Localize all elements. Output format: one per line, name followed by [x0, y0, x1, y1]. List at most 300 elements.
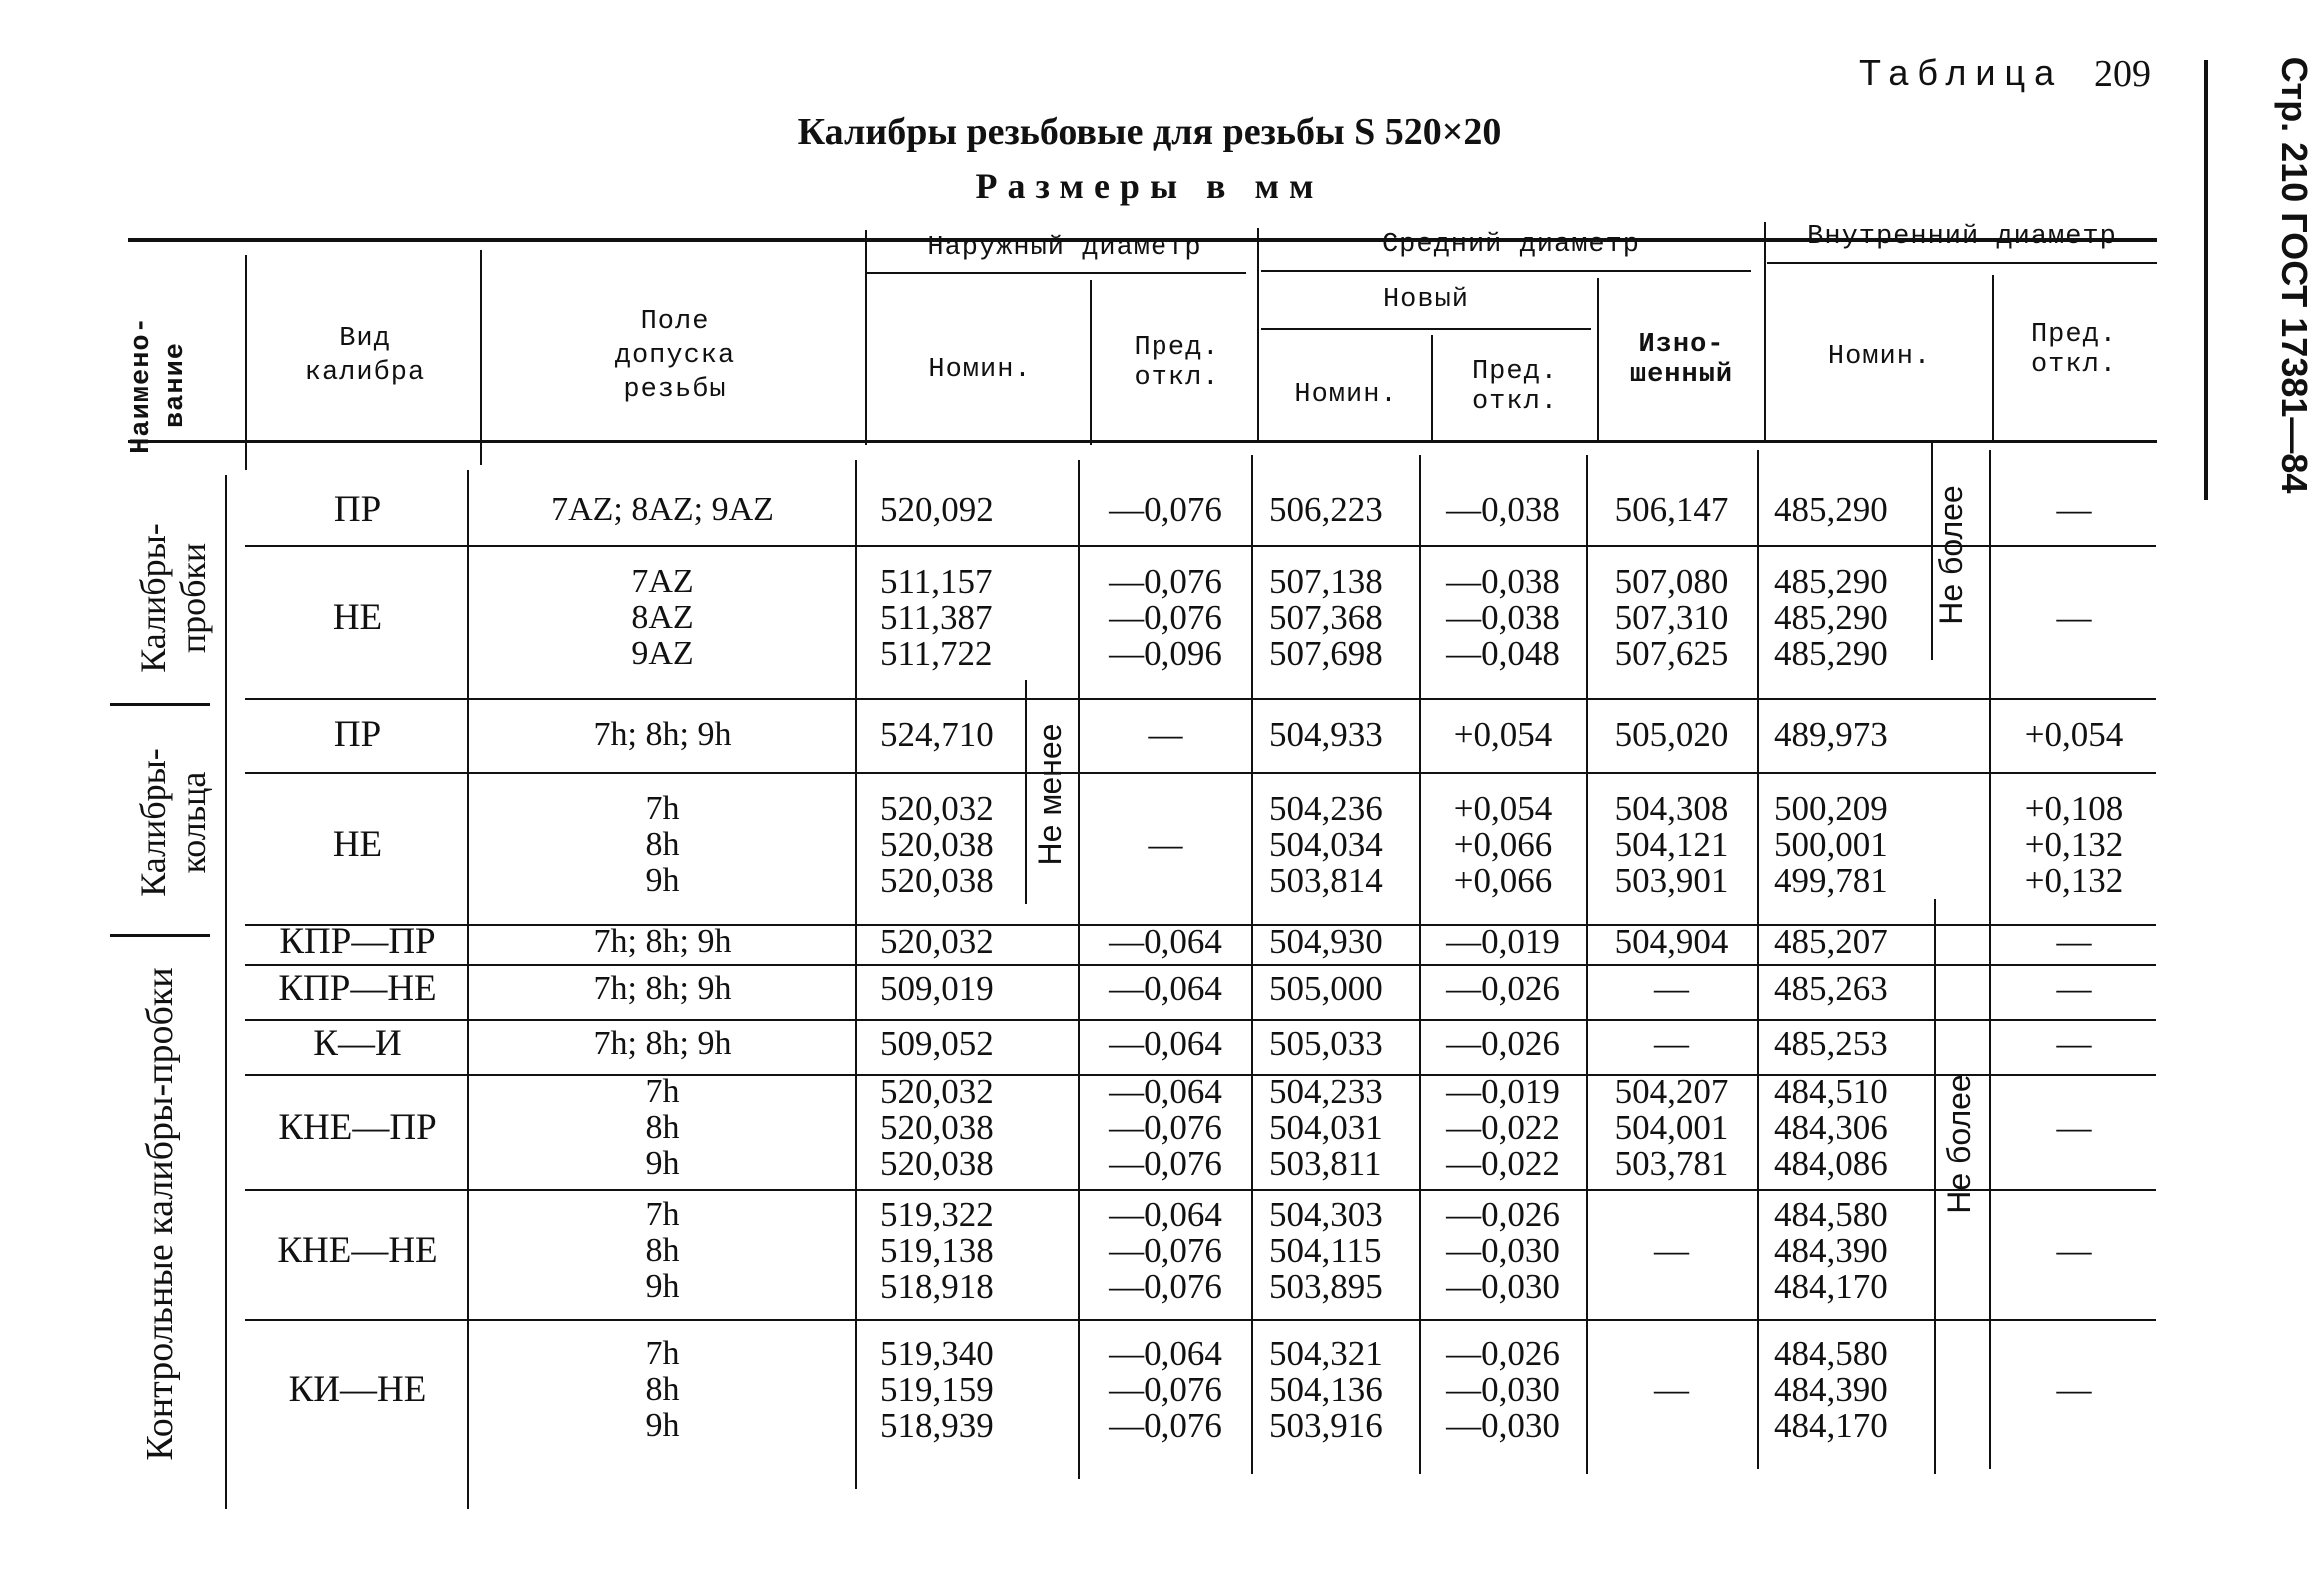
row-sep-8	[245, 1189, 2156, 1191]
row-sep-5	[245, 964, 2156, 966]
header-middle-dev-l1: Пред.	[1471, 357, 1558, 387]
cell-line: —	[1654, 1231, 1689, 1270]
header-tolerance-l3: резьбы	[623, 375, 727, 405]
cell-line: 8AZ	[631, 599, 694, 636]
cell-line: —0,019	[1446, 922, 1560, 961]
row-1-kind	[250, 489, 465, 530]
table-subtitle: Размеры в мм	[975, 166, 1324, 206]
cell-line: —	[2056, 1231, 2092, 1270]
cell-line: +0,132	[2024, 825, 2124, 864]
cell-line: 8h	[645, 1109, 680, 1146]
group-plugs-l1: Калибры-	[133, 523, 173, 673]
cell-line: 511,722	[880, 634, 993, 673]
bv-tol	[855, 460, 857, 1489]
group-rings	[133, 718, 223, 927]
cell-line: 485,290	[1774, 490, 1888, 529]
cell-line: —0,064	[1109, 922, 1222, 961]
cell-line: 504,308	[1614, 790, 1729, 828]
row-4-mid-dev	[1423, 792, 1583, 899]
row-sep-6	[245, 1019, 2156, 1021]
cell-line: —0,096	[1109, 634, 1222, 673]
row-7-inner	[1774, 1026, 1929, 1062]
hv-3	[865, 230, 867, 445]
row-3-tol	[470, 717, 855, 753]
cell-line: 504,303	[1269, 1195, 1383, 1234]
cell-line: 519,340	[880, 1334, 994, 1373]
cell-line: 519,322	[880, 1195, 994, 1234]
row-4-outer-dev	[1082, 827, 1249, 863]
cell-line: —0,019	[1446, 1072, 1560, 1111]
cell-line: 504,034	[1269, 825, 1383, 864]
row-1-inner-dev	[1994, 492, 2154, 528]
header-name: Наимено- вание	[127, 316, 191, 454]
cell-line: НЕ	[332, 597, 383, 638]
cell-line: 520,038	[880, 1144, 994, 1183]
cell-line: 507,138	[1269, 562, 1383, 601]
cell-line: 520,038	[880, 1108, 994, 1147]
rule-inner-sub	[1767, 262, 2157, 264]
table-label: Таблица	[1859, 52, 2064, 93]
row-2-tol	[470, 564, 855, 672]
cell-line: 507,698	[1269, 634, 1383, 673]
cell-line: 503,916	[1269, 1406, 1383, 1445]
cell-line: 518,918	[880, 1267, 994, 1306]
table-number: 209	[2094, 53, 2151, 95]
row-5-inner	[1774, 924, 1929, 960]
cell-line: +0,132	[2024, 861, 2124, 900]
header-gauge-type-l1: Вид	[339, 324, 391, 354]
row-9-tol	[470, 1197, 855, 1305]
group-rings-l2: кольца	[173, 771, 213, 874]
cell-line: 511,387	[880, 598, 993, 637]
rule-new-sub	[1261, 328, 1591, 330]
row-5-outer-dev	[1082, 924, 1249, 960]
row-6-worn	[1589, 971, 1754, 1007]
cell-line: 485,263	[1774, 969, 1888, 1008]
row-6-inner-dev	[1994, 971, 2154, 1007]
row-8-kind	[250, 1107, 465, 1148]
cell-line: 504,207	[1614, 1072, 1729, 1111]
header-outer: Наружный диаметр	[927, 233, 1202, 263]
cell-line: —	[2056, 922, 2092, 961]
cell-line: 503,781	[1614, 1144, 1729, 1183]
cell-line: —0,038	[1446, 490, 1560, 529]
cell-line: +0,066	[1453, 825, 1553, 864]
row-3-kind	[250, 714, 465, 755]
cell-line: 9h	[645, 862, 680, 899]
cell-line: —0,076	[1109, 1144, 1222, 1183]
cell-line: —0,076	[1109, 598, 1222, 637]
cell-line: 511,157	[880, 562, 993, 601]
row-10-inner-dev	[1994, 1372, 2154, 1408]
cell-line: 505,033	[1269, 1024, 1383, 1063]
cell-line: +0,054	[2024, 715, 2124, 754]
cell-line: 504,136	[1269, 1370, 1383, 1409]
header-outer-nom: Номин.	[928, 355, 1032, 385]
header-inner-dev	[1994, 320, 2154, 380]
cell-line: КНЕ—НЕ	[277, 1230, 438, 1271]
cell-line: 485,290	[1774, 562, 1888, 601]
row-3-outer-dev	[1082, 717, 1249, 753]
row-10-mid-dev	[1423, 1336, 1583, 1444]
row-9-inner-dev	[1994, 1233, 2154, 1269]
cell-line: 504,904	[1614, 922, 1729, 961]
cell-line: 7h; 8h; 9h	[593, 970, 732, 1007]
group-sep-1	[110, 703, 210, 706]
rule-middle-sub	[1261, 270, 1751, 272]
cell-line: 504,933	[1269, 715, 1383, 754]
cell-line: —	[1654, 1370, 1689, 1409]
row-2-mid-dev	[1423, 564, 1583, 672]
cell-line: 507,625	[1614, 634, 1729, 673]
cell-line: 504,115	[1269, 1231, 1382, 1270]
cell-line: —	[2056, 490, 2092, 529]
cell-line: —0,022	[1446, 1108, 1560, 1147]
cell-line: +0,108	[2024, 790, 2124, 828]
cell-line: ПР	[333, 714, 382, 755]
cell-line: —0,048	[1446, 634, 1560, 673]
row-5-mid	[1269, 924, 1419, 960]
cell-line: 484,306	[1774, 1108, 1888, 1147]
row-8-mid-dev	[1423, 1074, 1583, 1182]
row-5-inner-dev	[1994, 924, 2154, 960]
hv-8	[1764, 222, 1766, 440]
header-outer-dev-l2: откл.	[1134, 363, 1220, 393]
cell-line: —0,064	[1109, 1072, 1222, 1111]
cell-line: 484,510	[1774, 1072, 1888, 1111]
cell-line: 507,080	[1614, 562, 1729, 601]
cell-line: 504,321	[1269, 1334, 1383, 1373]
rule-header-bottom	[128, 440, 2157, 443]
cell-line: 8h	[645, 826, 680, 863]
cell-line: 520,038	[880, 825, 994, 864]
row-1-worn	[1589, 492, 1754, 528]
row-7-inner-dev	[1994, 1026, 2154, 1062]
cell-line: 519,138	[880, 1231, 994, 1270]
row-10-mid	[1269, 1336, 1419, 1444]
cell-line: —	[2056, 1108, 2092, 1147]
group-control: Контрольные калибры-пробки	[139, 967, 181, 1461]
note-not-more-control: Не более	[1941, 1074, 1977, 1214]
row-4-inner-dev	[1994, 792, 2154, 899]
cell-line: 503,901	[1614, 861, 1729, 900]
cell-line: 485,290	[1774, 598, 1888, 637]
cell-line: —0,030	[1446, 1231, 1560, 1270]
cell-line: 485,290	[1774, 634, 1888, 673]
row-1-mid	[1269, 492, 1419, 528]
header-middle-nom: Номин.	[1294, 380, 1398, 410]
header-inner-nom: Номин.	[1827, 342, 1932, 372]
row-7-kind	[250, 1023, 465, 1064]
cell-line: 519,159	[880, 1370, 994, 1409]
row-1-mid-dev	[1423, 492, 1583, 528]
cell-line: 7h; 8h; 9h	[593, 923, 732, 960]
row-1-tol	[470, 492, 855, 528]
cell-line: —0,030	[1446, 1406, 1560, 1445]
header-gauge-type-l2: калибра	[304, 358, 426, 388]
cell-line: 506,147	[1614, 490, 1729, 529]
cell-line: КИ—НЕ	[288, 1369, 427, 1410]
header-tolerance-l2: допуска	[614, 341, 736, 371]
cell-line: 518,939	[880, 1406, 994, 1445]
note-not-more-plugs: Не более	[1933, 485, 1969, 625]
cell-line: 489,973	[1774, 715, 1888, 754]
cell-line: —0,022	[1446, 1144, 1560, 1183]
header-outer-dev-l1: Пред.	[1134, 333, 1220, 363]
group-plugs	[133, 498, 223, 698]
side-header: Стр. 210 ГОСТ 17381—84	[2274, 56, 2315, 494]
row-10-outer-dev	[1082, 1336, 1249, 1444]
cell-line: 503,811	[1269, 1144, 1382, 1183]
row-7-outer	[880, 1026, 1020, 1062]
header-outer-dev	[1095, 333, 1259, 393]
row-8-worn	[1589, 1074, 1754, 1182]
row-sep-1	[245, 545, 2156, 547]
cell-line: —0,030	[1446, 1267, 1560, 1306]
row-6-kind	[250, 968, 465, 1009]
cell-line: —0,064	[1109, 1334, 1222, 1373]
row-9-kind	[250, 1230, 465, 1271]
hv-6	[1431, 335, 1433, 440]
table-title: Калибры резьбовые для резьбы S 520×20	[797, 111, 1502, 153]
row-3-worn	[1589, 717, 1754, 753]
cell-line: 505,000	[1269, 969, 1383, 1008]
cell-line: —0,038	[1446, 598, 1560, 637]
group-rings-l1: Калибры-	[133, 748, 173, 897]
row-10-inner	[1774, 1336, 1929, 1444]
cell-line: 503,814	[1269, 861, 1383, 900]
cell-line: —	[2056, 969, 2092, 1008]
cell-line: 484,580	[1774, 1195, 1888, 1234]
row-4-kind	[250, 824, 465, 865]
row-sep-3	[245, 772, 2156, 774]
cell-line: 9h	[645, 1407, 680, 1444]
bv-worn	[1757, 450, 1759, 1469]
cell-line: +0,054	[1453, 790, 1553, 828]
cell-line: 504,236	[1269, 790, 1383, 828]
row-6-inner	[1774, 971, 1929, 1007]
cell-line: +0,054	[1453, 715, 1553, 754]
cell-line: —	[2056, 1024, 2092, 1063]
header-middle-dev-l2: откл.	[1471, 387, 1558, 417]
row-6-outer	[880, 971, 1020, 1007]
cell-line: 520,092	[880, 490, 994, 529]
header-inner-dev-l1: Пред.	[2030, 320, 2117, 350]
cell-line: —	[2056, 598, 2092, 637]
row-10-outer	[880, 1336, 1020, 1444]
cell-line: —0,076	[1109, 1406, 1222, 1445]
side-rule	[2204, 60, 2208, 500]
cell-line: 8h	[645, 1371, 680, 1408]
cell-line: 484,390	[1774, 1231, 1888, 1270]
row-8-outer	[880, 1074, 1020, 1182]
row-9-worn	[1589, 1233, 1754, 1269]
row-2-inner-dev	[1994, 600, 2154, 636]
cell-line: —0,026	[1446, 1195, 1560, 1234]
cell-line: 504,121	[1614, 825, 1729, 864]
cell-line: 484,170	[1774, 1406, 1888, 1445]
cell-line: —0,076	[1109, 1267, 1222, 1306]
row-3-inner-dev	[1994, 717, 2154, 753]
cell-line: +0,066	[1453, 861, 1553, 900]
header-worn-l1: Изно-	[1638, 330, 1725, 360]
row-3-mid-dev	[1423, 717, 1583, 753]
cell-line: 9h	[645, 1268, 680, 1305]
row-5-worn	[1589, 924, 1754, 960]
cell-line: —0,026	[1446, 1024, 1560, 1063]
header-worn	[1599, 330, 1764, 390]
row-4-inner	[1774, 792, 1929, 899]
row-4-mid	[1269, 792, 1419, 899]
cell-line: —0,038	[1446, 562, 1560, 601]
row-6-mid	[1269, 971, 1419, 1007]
header-new: Новый	[1382, 285, 1469, 315]
cell-line: КНЕ—ПР	[278, 1107, 437, 1148]
cell-line: 520,032	[880, 922, 994, 961]
cell-line: —0,076	[1109, 1231, 1222, 1270]
hv-4	[1090, 280, 1092, 445]
row-2-kind	[250, 597, 465, 638]
cell-line: —0,076	[1109, 562, 1222, 601]
row-1-inner	[1774, 492, 1929, 528]
cell-line: 500,209	[1774, 790, 1888, 828]
cell-line: 7AZ; 8AZ; 9AZ	[551, 491, 774, 528]
rule-outer-sub	[867, 272, 1246, 274]
cell-line: 520,032	[880, 790, 994, 828]
row-4-worn	[1589, 792, 1754, 899]
row-9-mid-dev	[1423, 1197, 1583, 1305]
cell-line: 484,086	[1774, 1144, 1888, 1183]
cell-line: —	[1654, 1024, 1689, 1063]
row-8-outer-dev	[1082, 1074, 1249, 1182]
header-inner: Внутренний диаметр	[1807, 222, 2117, 252]
row-10-worn	[1589, 1372, 1754, 1408]
cell-line: —	[1148, 715, 1183, 754]
cell-line: 506,223	[1269, 490, 1383, 529]
row-5-outer	[880, 924, 1020, 960]
header-tolerance	[485, 305, 865, 407]
cell-line: —0,064	[1109, 1195, 1222, 1234]
bv-group	[225, 475, 227, 1509]
cell-line: 7h	[645, 1073, 680, 1110]
row-8-tol	[470, 1074, 855, 1182]
row-9-outer	[880, 1197, 1020, 1305]
row-3-inner	[1774, 717, 1929, 753]
cell-line: КПР—ПР	[279, 921, 436, 962]
cell-line: —	[1654, 969, 1689, 1008]
header-middle-dev	[1435, 357, 1595, 417]
cell-line: 485,253	[1774, 1024, 1888, 1063]
row-4-outer	[880, 792, 1020, 899]
header-gauge-type	[250, 322, 480, 390]
bv-kind	[467, 470, 469, 1509]
cell-line: 520,032	[880, 1072, 994, 1111]
cell-line: ПР	[333, 489, 382, 530]
cell-line: 484,390	[1774, 1370, 1888, 1409]
cell-line: 9h	[645, 1145, 680, 1182]
row-10-tol	[470, 1336, 855, 1444]
cell-line: —0,076	[1109, 490, 1222, 529]
row-2-inner	[1774, 564, 1929, 672]
cell-line: 504,930	[1269, 922, 1383, 961]
cell-line: 505,020	[1614, 715, 1729, 754]
cell-line: 504,001	[1614, 1108, 1729, 1147]
hv-1	[245, 255, 247, 470]
cell-line: —0,026	[1446, 1334, 1560, 1373]
bv-inner	[1989, 450, 1991, 1469]
cell-line: 503,895	[1269, 1267, 1383, 1306]
row-9-outer-dev	[1082, 1197, 1249, 1305]
header-tolerance-l1: Поле	[640, 307, 710, 337]
row-3-mid	[1269, 717, 1419, 753]
row-6-mid-dev	[1423, 971, 1583, 1007]
cell-line: КПР—НЕ	[278, 968, 437, 1009]
row-4-tol	[470, 792, 855, 899]
row-sep-9	[245, 1319, 2156, 1321]
row-2-worn	[1589, 564, 1754, 672]
header-inner-dev-l2: откл.	[2030, 350, 2117, 380]
cell-line: 485,207	[1774, 922, 1888, 961]
row-7-outer-dev	[1082, 1026, 1249, 1062]
row-8-inner-dev	[1994, 1110, 2154, 1146]
bv-outer	[1078, 460, 1080, 1479]
cell-line: 7AZ	[631, 563, 694, 600]
header-worn-l2: шенный	[1629, 360, 1734, 390]
cell-line: —	[1148, 825, 1183, 864]
cell-line: 520,038	[880, 861, 994, 900]
cell-line: 504,031	[1269, 1108, 1383, 1147]
cell-line: НЕ	[332, 824, 383, 865]
row-5-kind	[250, 921, 465, 962]
cell-line: —0,064	[1109, 1024, 1222, 1063]
cell-line: 484,170	[1774, 1267, 1888, 1306]
group-plugs-l2: пробки	[173, 542, 213, 654]
cell-line: 504,233	[1269, 1072, 1383, 1111]
cell-line: —	[2056, 1370, 2092, 1409]
cell-line: 499,781	[1774, 861, 1888, 900]
hv-2	[480, 250, 482, 465]
row-9-mid	[1269, 1197, 1419, 1305]
cell-line: 7h	[645, 1196, 680, 1233]
cell-line: —0,030	[1446, 1370, 1560, 1409]
cell-line: 7h	[645, 1335, 680, 1372]
header-middle: Средний диаметр	[1381, 230, 1641, 260]
cell-line: 509,019	[880, 969, 994, 1008]
row-10-kind	[250, 1369, 465, 1410]
cell-line: 7h; 8h; 9h	[593, 716, 732, 753]
row-6-tol	[470, 971, 855, 1007]
row-7-worn	[1589, 1026, 1754, 1062]
row-7-tol	[470, 1026, 855, 1062]
row-2-mid	[1269, 564, 1419, 672]
row-6-outer-dev	[1082, 971, 1249, 1007]
row-8-mid	[1269, 1074, 1419, 1182]
row-3-outer	[880, 717, 1020, 753]
cell-line: —0,076	[1109, 1108, 1222, 1147]
row-2-outer	[880, 564, 1020, 672]
row-7-mid-dev	[1423, 1026, 1583, 1062]
cell-line: 7h	[645, 791, 680, 827]
row-1-outer-dev	[1082, 492, 1249, 528]
cell-line: К—И	[313, 1023, 402, 1064]
cell-line: 7h; 8h; 9h	[593, 1025, 732, 1062]
cell-line: 509,052	[880, 1024, 994, 1063]
row-7-mid	[1269, 1026, 1419, 1062]
cell-line: 8h	[645, 1232, 680, 1269]
cell-line: 524,710	[880, 715, 994, 754]
row-1-outer	[880, 492, 1020, 528]
cell-line: 484,580	[1774, 1334, 1888, 1373]
